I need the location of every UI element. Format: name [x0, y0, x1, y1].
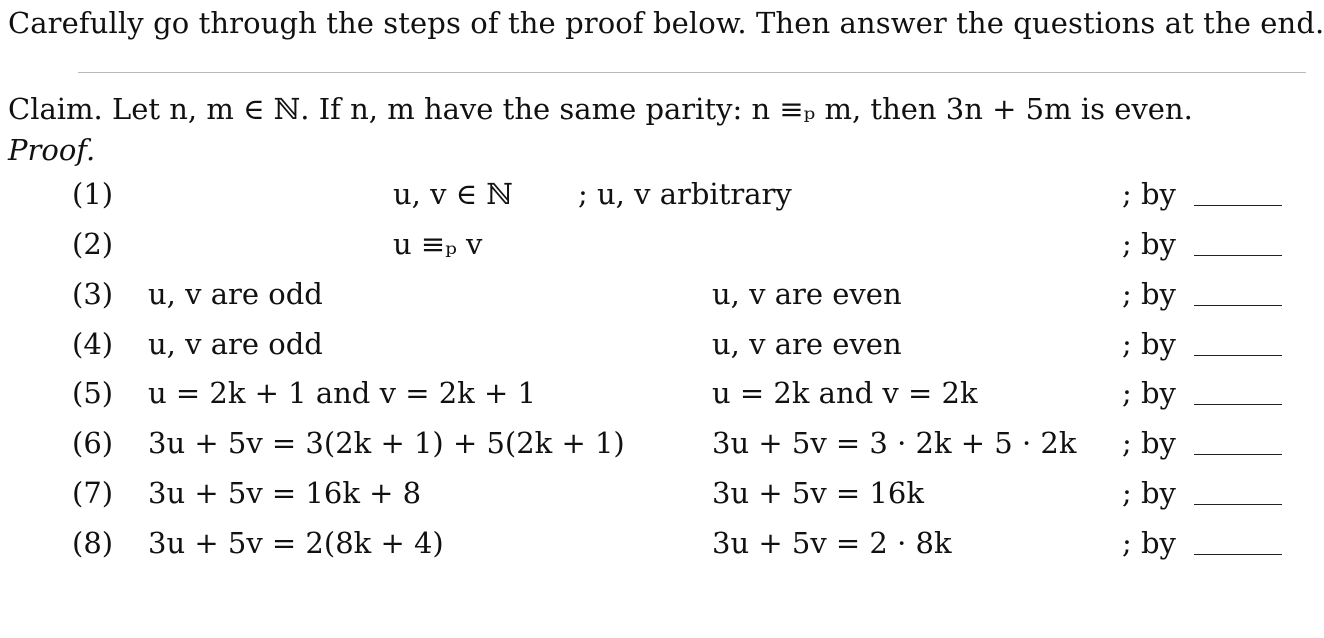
step-7-left-case: 3u + 5v = 16k + 8: [148, 476, 422, 510]
step-1-comment: ; u, v arbitrary: [578, 177, 792, 211]
step-7-justification-blank[interactable]: [1194, 504, 1282, 505]
step-4-number: (4): [72, 327, 114, 361]
step-7-number: (7): [72, 476, 114, 510]
proof-label: Proof.: [8, 133, 96, 167]
step-4-by-label: ; by: [1122, 327, 1176, 361]
instructions-text: Carefully go through the steps of the proof below. Then answer the questions at the end.: [8, 6, 1324, 40]
step-6-number: (6): [72, 426, 114, 460]
step-4-left-case: u, v are odd: [148, 327, 323, 361]
step-6-justification-blank[interactable]: [1194, 454, 1282, 455]
step-1-statement: u, v ∈ ℕ: [393, 177, 513, 211]
step-8-left-case: 3u + 5v = 2(8k + 4): [148, 526, 444, 560]
divider: [78, 72, 1306, 73]
step-5-left-case: u = 2k + 1 and v = 2k + 1: [148, 376, 536, 410]
step-2-statement: u ≡ₚ v: [393, 227, 483, 261]
step-6-right-case: 3u + 5v = 3 · 2k + 5 · 2k: [712, 426, 1077, 460]
step-3-by-label: ; by: [1122, 277, 1176, 311]
step-3-right-case: u, v are even: [712, 277, 902, 311]
step-5-by-label: ; by: [1122, 376, 1176, 410]
step-8-number: (8): [72, 526, 114, 560]
step-8-right-case: 3u + 5v = 2 · 8k: [712, 526, 952, 560]
step-8-justification-blank[interactable]: [1194, 554, 1282, 555]
step-4-justification-blank[interactable]: [1194, 355, 1282, 356]
step-6-left-case: 3u + 5v = 3(2k + 1) + 5(2k + 1): [148, 426, 625, 460]
step-1-number: (1): [72, 177, 114, 211]
step-1-justification-blank[interactable]: [1194, 205, 1282, 206]
step-5-number: (5): [72, 376, 114, 410]
step-5-justification-blank[interactable]: [1194, 404, 1282, 405]
step-7-right-case: 3u + 5v = 16k: [712, 476, 924, 510]
step-8-by-label: ; by: [1122, 526, 1176, 560]
step-6-by-label: ; by: [1122, 426, 1176, 460]
step-3-left-case: u, v are odd: [148, 277, 323, 311]
step-3-number: (3): [72, 277, 114, 311]
claim-text: Claim. Let n, m ∈ ℕ. If n, m have the same parity: n ≡ₚ m, then 3n + 5m is even.: [8, 92, 1193, 126]
step-5-right-case: u = 2k and v = 2k: [712, 376, 978, 410]
step-7-by-label: ; by: [1122, 476, 1176, 510]
step-3-justification-blank[interactable]: [1194, 305, 1282, 306]
step-2-number: (2): [72, 227, 114, 261]
step-2-by-label: ; by: [1122, 227, 1176, 261]
step-1-by-label: ; by: [1122, 177, 1176, 211]
step-4-right-case: u, v are even: [712, 327, 902, 361]
step-2-justification-blank[interactable]: [1194, 255, 1282, 256]
